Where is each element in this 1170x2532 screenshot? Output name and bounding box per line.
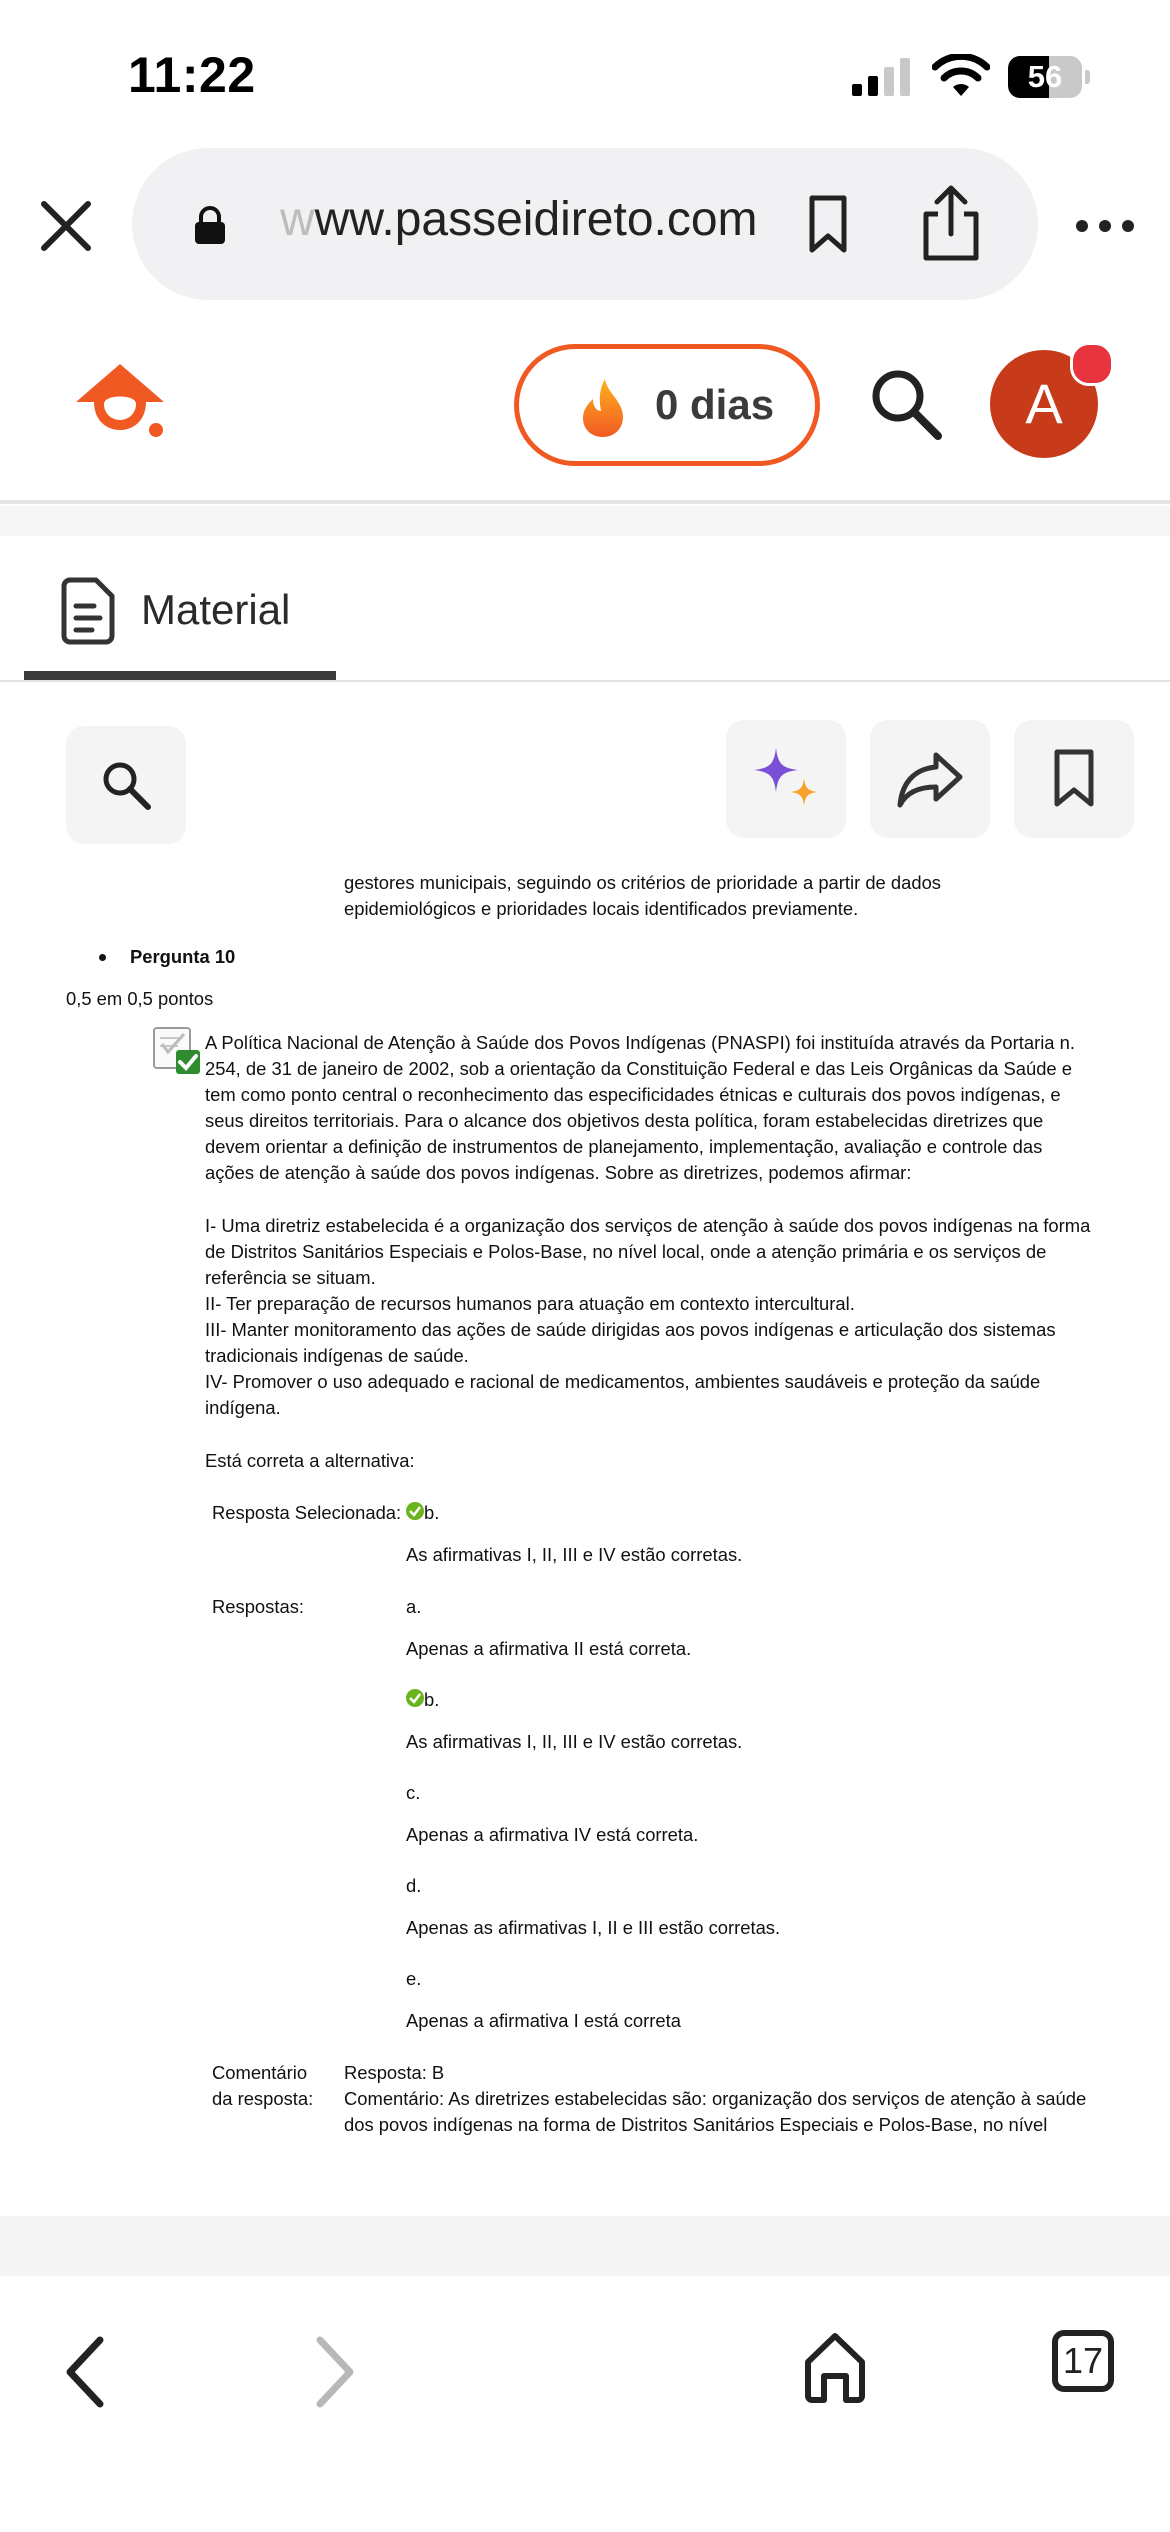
battery-level: 56 (1027, 59, 1063, 94)
intro-line: epidemiológicos e prioridades locais identificados previamente. (344, 898, 859, 919)
url-faded-prefix: w (280, 193, 315, 246)
intro-line: gestores municipais, seguindo os critérios de prioridade a partir de dados (344, 872, 942, 893)
avatar[interactable]: A (990, 350, 1098, 458)
answer-text-a: Apenas a afirmativa II está correta. (406, 1638, 692, 1659)
browser-toolbar (0, 2276, 1170, 2532)
selected-answer-text: As afirmativas I, II, III e IV estão corretas. (406, 1544, 743, 1565)
answer-letter-b: b. (424, 1689, 440, 1710)
question-score: 0,5 em 0,5 pontos (66, 988, 214, 1009)
comment-label: da resposta: (212, 2088, 314, 2109)
question-title: Pergunta 10 (130, 946, 236, 967)
item-line: III- Manter monitoramento das ações de saúde dirigidas aos povos indígenas e articulação dos sistemas (205, 1319, 1056, 1340)
answer-text-d: Apenas as afirmativas I, II e III estão corretas. (406, 1917, 781, 1938)
back-icon[interactable] (58, 2332, 114, 2417)
item-line: de Distritos Sanitários Especiais e Polos-Base, no nível local, onde a atenção primária e os serviços de (205, 1241, 1047, 1262)
item-line: indígena. (205, 1397, 281, 1418)
bullet (99, 954, 106, 961)
selected-answer-label: Resposta Selecionada: (212, 1502, 402, 1523)
answers-label: Respostas: (212, 1596, 304, 1617)
answer-letter-d: d. (406, 1875, 422, 1896)
comment-line: Resposta: B (344, 2062, 445, 2083)
answer-text-b: As afirmativas I, II, III e IV estão corretas. (406, 1731, 743, 1752)
answer-letter-a: a. (406, 1596, 422, 1617)
item-line: tradicionais indígenas de saúde. (205, 1345, 469, 1366)
check-icon (406, 1689, 424, 1707)
content-bottom-band (0, 2216, 1170, 2276)
item-line: II- Ter preparação de recursos humanos para atuação em contexto intercultural. (205, 1293, 855, 1314)
answer-letter-c: c. (406, 1782, 421, 1803)
answer-letter-e: e. (406, 1968, 422, 1989)
streak-label: 0 dias (655, 381, 775, 428)
comment-line: Comentário: As diretrizes estabelecidas são: organização dos serviços de atenção à saúde (344, 2088, 1087, 2109)
statement-line: ações de atenção à saúde dos povos indígenas. Sobre as diretrizes, podemos afirmar: (205, 1162, 912, 1183)
check-icon (406, 1502, 424, 1520)
selected-answer-letter: b. (424, 1502, 440, 1523)
answer-text-c: Apenas a afirmativa IV está correta. (406, 1824, 699, 1845)
statement-line: devem orientar a definição de instrumentos de planejamento, implementação, avaliação e controle das (205, 1136, 1043, 1157)
question-prompt: Está correta a alternativa: (205, 1450, 415, 1471)
home-icon[interactable] (800, 2330, 870, 2411)
item-line: I- Uma diretriz estabelecida é a organização dos serviços de atenção à saúde dos povos indígenas na forma (205, 1215, 1091, 1236)
item-line: IV- Promover o uso adequado e racional de medicamentos, ambientes saudáveis e proteção da saúde (205, 1371, 1041, 1392)
item-line: referência se situam. (205, 1267, 376, 1288)
tabs-count-button[interactable]: 17 (1052, 2330, 1114, 2392)
status-time: 11:22 (128, 47, 256, 103)
tab-material-label: Material (141, 586, 291, 633)
url-domain: ww.passeidireto.com (314, 193, 758, 246)
comment-label: Comentário (212, 2062, 308, 2083)
statement-line: seus direitos territoriais. Para o alcance dos objetivos desta política, foram estabelecidas diretrizes que (205, 1110, 1044, 1131)
forward-icon[interactable] (306, 2332, 362, 2417)
statement-line: tem como ponto central o reconhecimento das especificidades étnicas e culturais dos povos indígenas, e (205, 1084, 1061, 1105)
comment-line: dos povos indígenas na forma de Distritos Sanitários Especiais e Polos-Base, no nível (344, 2114, 1048, 2135)
answer-text-e: Apenas a afirmativa I está correta (406, 2010, 681, 2031)
correct-answer-icon (152, 1026, 202, 1081)
statement-line: 254, de 31 de janeiro de 2002, sob a orientação da Constituição Federal e das Leis Orgânicas da Saúde e (205, 1058, 1073, 1079)
statement-line: A Política Nacional de Atenção à Saúde dos Povos Indígenas (PNASPI) foi instituída através da Portaria n. (205, 1032, 1075, 1053)
